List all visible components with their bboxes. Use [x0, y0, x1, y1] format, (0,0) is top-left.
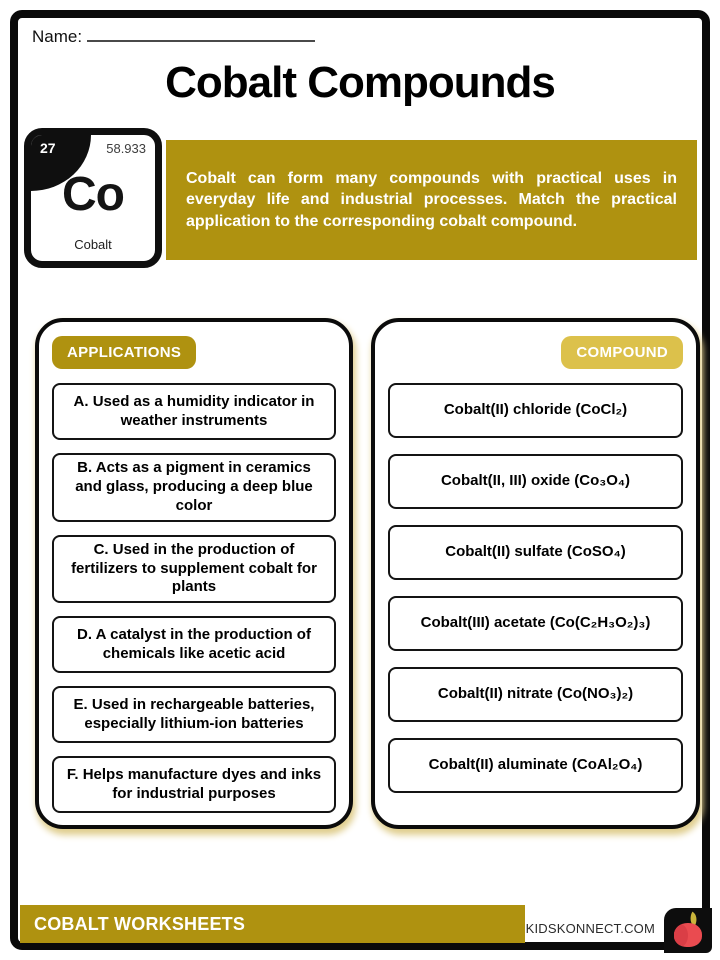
atomic-number: 27 [40, 140, 56, 156]
name-label: Name: [32, 27, 83, 46]
compound-item-nitrate[interactable]: Cobalt(II) nitrate (Co(NO₃)₂) [388, 667, 683, 722]
name-row [32, 27, 315, 47]
apple-body-icon [674, 923, 702, 947]
element-name: Cobalt [74, 237, 112, 252]
instruction-banner [166, 140, 697, 260]
apple-logo-tile [664, 908, 712, 953]
application-item-b[interactable]: B. Acts as a pigment in ceramics and glass, producing a deep blue color [52, 453, 336, 522]
compound-item-aluminate[interactable]: Cobalt(II) aluminate (CoAl₂O₄) [388, 738, 683, 793]
apple-icon [674, 914, 702, 947]
worksheet-title: COBALT WORKSHEETS [34, 913, 246, 934]
compound-item-sulfate[interactable]: Cobalt(II) sulfate (CoSO₄) [388, 525, 683, 580]
applications-header-badge: APPLICATIONS [52, 336, 196, 369]
instruction-text: Cobalt can form many compounds with practical uses in everyday life and industrial processes. Match the practical application to the corresponding cobalt compound. [186, 169, 677, 230]
application-item-f[interactable]: F. Helps manufacture dyes and inks for industrial purposes [52, 756, 336, 813]
compound-item-oxide[interactable]: Cobalt(II, III) oxide (Co₃O₄) [388, 454, 683, 509]
footer-worksheet-bar [20, 905, 525, 943]
compound-item-acetate[interactable]: Cobalt(III) acetate (Co(C₂H₃O₂)₃) [388, 596, 683, 651]
site-link[interactable]: KIDSKONNECT.COM [525, 921, 655, 936]
application-item-e[interactable]: E. Used in rechargeable batteries, especially lithium-ion batteries [52, 686, 336, 743]
applications-panel [35, 318, 353, 829]
application-item-d[interactable]: D. A catalyst in the production of chemicals like acetic acid [52, 616, 336, 673]
compound-header-badge: COMPOUND [561, 336, 683, 369]
application-item-c[interactable]: C. Used in the production of fertilizers to supplement cobalt for plants [52, 535, 336, 604]
application-item-a[interactable]: A. Used as a humidity indicator in weather instruments [52, 383, 336, 440]
applications-list [52, 383, 336, 813]
cobalt-element-tile [24, 128, 162, 268]
compound-item-chloride[interactable]: Cobalt(II) chloride (CoCl₂) [388, 383, 683, 438]
element-symbol: Co [62, 168, 124, 221]
compounds-panel [371, 318, 700, 829]
compounds-list [388, 383, 683, 793]
atomic-mass: 58.933 [106, 141, 146, 156]
name-blank-line[interactable] [87, 27, 315, 42]
page-title: Cobalt Compounds [165, 58, 555, 107]
